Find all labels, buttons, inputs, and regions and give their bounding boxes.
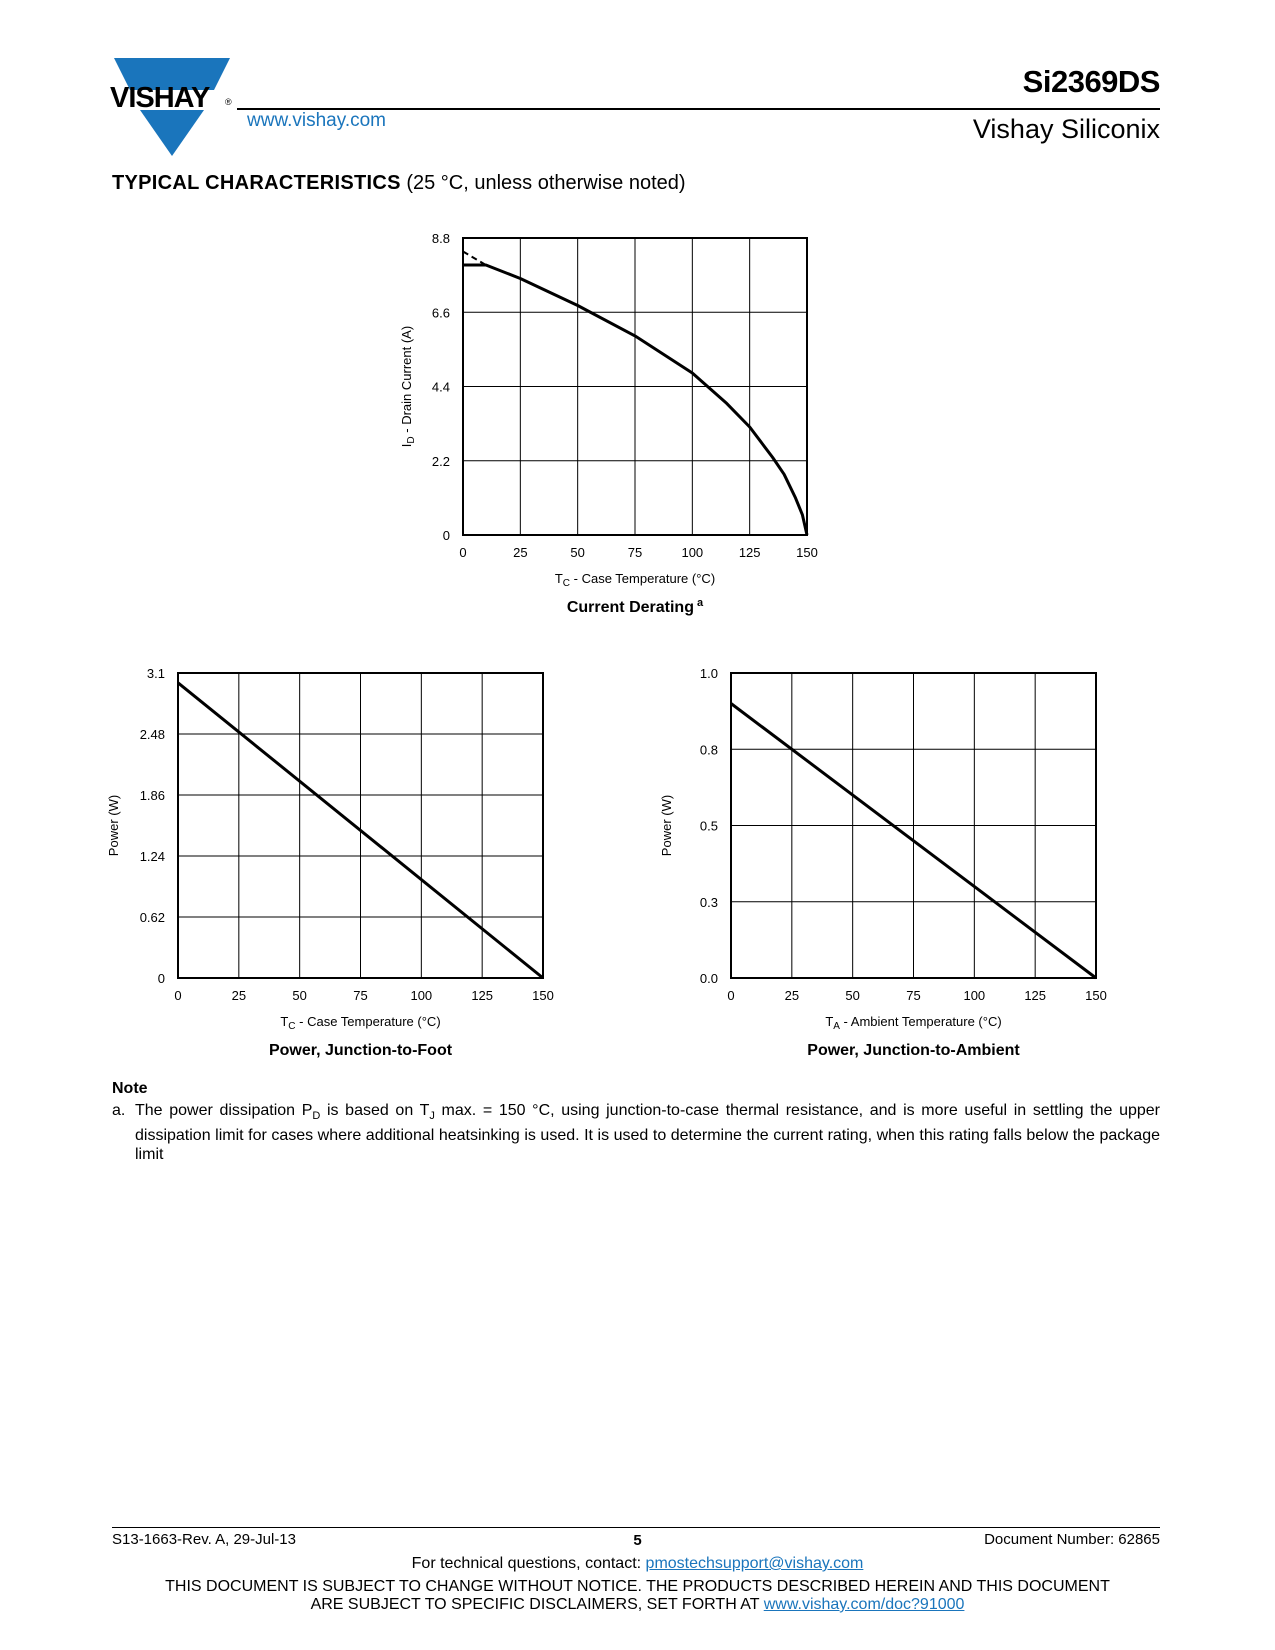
x-tick-label: 50 xyxy=(570,545,585,560)
chart-title-superscript: a xyxy=(693,597,704,609)
x-axis-label-rest: - Ambient Temperature (°C) xyxy=(839,1014,1002,1029)
footer-disclaimer-line2 xyxy=(0,1596,1275,1614)
y-tick-label: 6.6 xyxy=(431,305,450,321)
footer-revision: S13-1663-Rev. A, 29-Jul-13 xyxy=(112,1531,296,1548)
x-tick-label: 0 xyxy=(459,545,467,560)
y-axis-label xyxy=(106,795,121,856)
note-text-part3: max. = 150 °C, using junction-to-case thermal resistance, and is more useful in settling the upper dissipation limit for cases where additional heatsinking is used. It is used to determine the current rating, when this rating falls below the package limit xyxy=(135,1102,1160,1164)
x-tick-label: 100 xyxy=(963,988,986,1003)
x-tick-label: 125 xyxy=(1024,988,1047,1003)
chart-title-text: Current Derating xyxy=(566,599,694,616)
x-tick-label: 25 xyxy=(784,988,800,1003)
logo-registered-mark: ® xyxy=(225,97,232,107)
part-number: Si2369DS xyxy=(1022,64,1160,99)
x-tick-label: 100 xyxy=(681,545,704,560)
note-heading: Note xyxy=(112,1080,148,1097)
y-tick-label: 0.3 xyxy=(699,894,718,910)
chart-power-foot xyxy=(106,666,554,1059)
note-text-part2: is based on T xyxy=(320,1102,430,1119)
x-tick-label: 0 xyxy=(174,988,182,1003)
x-tick-label: 150 xyxy=(532,988,554,1003)
y-axis-label-symbol: Power (W) xyxy=(659,794,674,857)
note-a xyxy=(112,1101,1160,1164)
y-tick-label: 4.4 xyxy=(431,379,450,395)
footer-disclaimer-link[interactable]: www.vishay.com/doc?91000 xyxy=(763,1596,965,1613)
footer-disclaimer-line1: THIS DOCUMENT IS SUBJECT TO CHANGE WITHOUT NOTICE. THE PRODUCTS DESCRIBED HEREIN AND THIS DOCUMENT xyxy=(165,1578,1110,1595)
x-axis-label xyxy=(280,1014,440,1032)
y-tick-label: 0 xyxy=(442,528,450,543)
x-tick-label: 50 xyxy=(292,988,307,1003)
note-a-label: a. xyxy=(112,1102,126,1119)
y-tick-label: 0.62 xyxy=(139,910,165,925)
x-tick-label: 150 xyxy=(796,545,818,560)
footer-disclaimer2-prefix: ARE SUBJECT TO SPECIFIC DISCLAIMERS, SET FORTH AT xyxy=(310,1596,764,1613)
x-axis-label-subscript: C xyxy=(288,1021,296,1032)
x-axis-label-subscript: A xyxy=(833,1021,840,1032)
x-axis-label xyxy=(555,571,715,589)
chart-power-ambient xyxy=(659,666,1107,1059)
x-axis-label-symbol: T xyxy=(825,1014,834,1029)
y-tick-label: 3.1 xyxy=(146,666,165,681)
x-tick-label: 75 xyxy=(627,545,643,560)
chart-title xyxy=(807,1042,1020,1059)
y-tick-label: 1.0 xyxy=(699,666,718,681)
note-sub-j: J xyxy=(429,1110,435,1123)
x-tick-label: 125 xyxy=(471,988,494,1003)
y-tick-label: 2.48 xyxy=(139,727,165,742)
y-axis-label-symbol: I xyxy=(399,443,414,448)
y-axis-label xyxy=(399,326,417,447)
y-tick-label: 0.5 xyxy=(699,818,718,834)
footer-contact-email-link[interactable]: pmostechsupport@vishay.com xyxy=(645,1555,864,1572)
chart-title-text: Power, Junction-to-Ambient xyxy=(807,1042,1020,1059)
note-text-part1: The power dissipation P xyxy=(135,1102,313,1119)
footer-document-number: Document Number: 62865 xyxy=(984,1531,1160,1548)
x-tick-label: 75 xyxy=(353,988,368,1003)
y-tick-label: 0.0 xyxy=(699,971,718,986)
x-tick-label: 0 xyxy=(727,988,735,1003)
y-tick-label: 8.8 xyxy=(431,231,450,246)
x-tick-label: 100 xyxy=(410,988,433,1003)
chart-current-derating xyxy=(399,231,818,616)
y-tick-label: 2.2 xyxy=(431,453,450,469)
x-tick-label: 50 xyxy=(845,988,860,1003)
footer-contact-prefix: For technical questions, contact: xyxy=(411,1555,646,1572)
y-tick-label: 1.86 xyxy=(139,788,165,803)
y-tick-label: 0.8 xyxy=(699,742,718,758)
x-axis-label-subscript: C xyxy=(562,578,571,589)
series-line-dashed xyxy=(463,252,486,266)
chart-title-text: Power, Junction-to-Foot xyxy=(268,1042,453,1059)
x-tick-label: 25 xyxy=(231,988,247,1003)
y-axis-label xyxy=(659,795,674,856)
company-name: Vishay Siliconix xyxy=(972,114,1160,144)
chart-title xyxy=(269,1042,453,1059)
x-axis-label xyxy=(825,1014,1001,1032)
website-link[interactable]: www.vishay.com xyxy=(247,110,387,131)
x-axis-label-rest: - Case Temperature (°C) xyxy=(295,1014,441,1029)
note-a-text xyxy=(135,1101,1160,1164)
x-tick-label: 150 xyxy=(1085,988,1107,1003)
footer-page-number: 5 xyxy=(633,1532,642,1549)
y-axis-label-rest: - Drain Current (A) xyxy=(399,325,414,437)
x-tick-label: 25 xyxy=(513,545,528,560)
section-title-rest: (25 °C, unless otherwise noted) xyxy=(400,172,686,194)
footer-contact xyxy=(0,1555,1275,1573)
y-tick-label: 1.24 xyxy=(139,849,165,864)
footer-rule xyxy=(112,1527,1160,1528)
note-sub-d: D xyxy=(312,1110,321,1123)
chart-title xyxy=(567,597,704,616)
y-tick-label: 0 xyxy=(157,971,165,986)
y-axis-label-symbol: Power (W) xyxy=(106,794,121,857)
logo-text: VISHAY xyxy=(110,82,210,114)
x-axis-label-symbol: T xyxy=(280,1014,289,1029)
y-axis-label-subscript: D xyxy=(406,436,417,444)
x-axis-label-symbol: T xyxy=(554,571,563,586)
x-tick-label: 125 xyxy=(738,545,761,560)
section-title-bold: TYPICAL CHARACTERISTICS xyxy=(112,172,401,194)
x-tick-label: 75 xyxy=(906,988,921,1003)
x-axis-label-rest: - Case Temperature (°C) xyxy=(570,571,716,586)
